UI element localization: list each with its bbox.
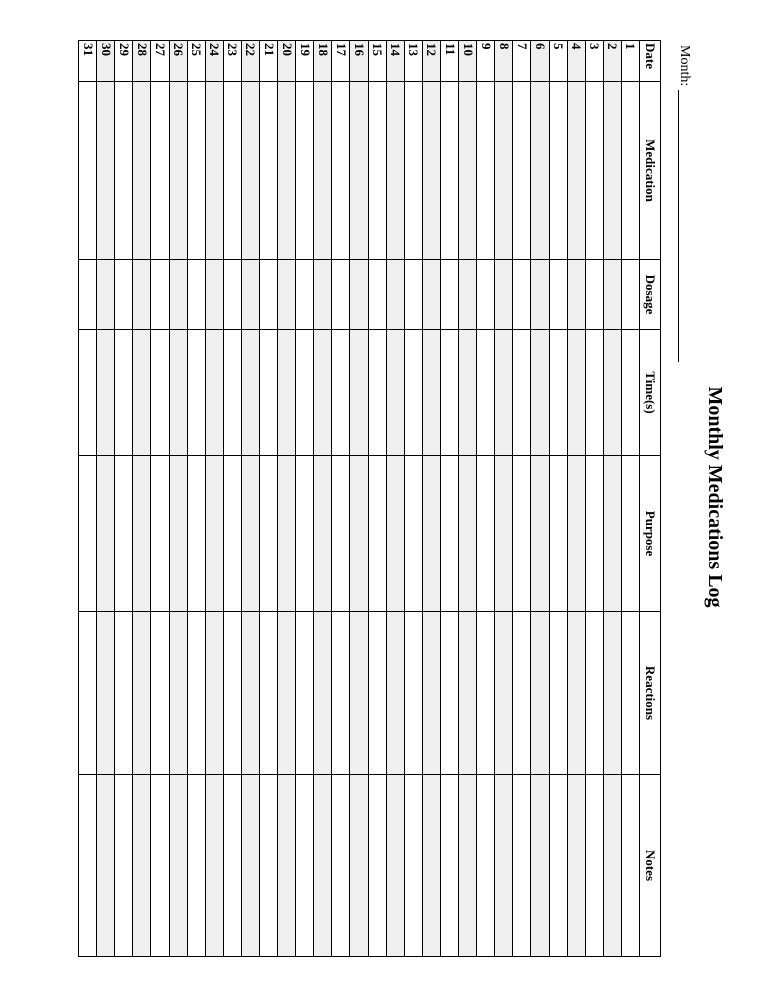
column-header-purpose: Purpose [640, 456, 661, 612]
date-cell: 4 [567, 41, 585, 82]
dosage-cell[interactable] [567, 260, 585, 330]
purpose-cell[interactable] [621, 456, 639, 612]
medication-cell[interactable] [477, 82, 495, 260]
date-cell: 28 [133, 41, 151, 82]
medication-cell[interactable] [513, 82, 531, 260]
table-row [422, 41, 440, 957]
column-header-notes: Notes [640, 775, 661, 957]
medication-cell[interactable] [459, 82, 477, 260]
table-row [477, 41, 495, 957]
notes-cell[interactable] [513, 775, 531, 957]
reactions-cell[interactable] [621, 612, 639, 775]
date-cell: 3 [585, 41, 603, 82]
dosage-cell[interactable] [549, 260, 567, 330]
purpose-cell[interactable] [79, 456, 97, 612]
reactions-cell[interactable] [151, 612, 169, 775]
purpose-cell[interactable] [151, 456, 169, 612]
table-row [459, 41, 477, 957]
dosage-cell[interactable] [79, 260, 97, 330]
notes-cell[interactable] [440, 775, 458, 957]
purpose-cell[interactable] [531, 456, 549, 612]
dosage-cell[interactable] [513, 260, 531, 330]
date-cell: 22 [241, 41, 259, 82]
times-cell[interactable] [549, 330, 567, 456]
date-cell: 8 [495, 41, 513, 82]
date-cell: 20 [278, 41, 296, 82]
medication-cell[interactable] [567, 82, 585, 260]
dosage-cell[interactable] [477, 260, 495, 330]
dosage-cell[interactable] [241, 260, 259, 330]
purpose-cell[interactable] [296, 456, 314, 612]
column-header-medication: Medication [640, 82, 661, 260]
dosage-cell[interactable] [314, 260, 332, 330]
notes-cell[interactable] [205, 775, 223, 957]
reactions-cell[interactable] [603, 612, 621, 775]
date-cell: 14 [386, 41, 404, 82]
purpose-cell[interactable] [513, 456, 531, 612]
table-row [97, 41, 115, 957]
medication-cell[interactable] [241, 82, 259, 260]
times-cell[interactable] [79, 330, 97, 456]
reactions-cell[interactable] [296, 612, 314, 775]
notes-cell[interactable] [296, 775, 314, 957]
dosage-cell[interactable] [368, 260, 386, 330]
medication-cell[interactable] [296, 82, 314, 260]
notes-cell[interactable] [314, 775, 332, 957]
medication-cell[interactable] [79, 82, 97, 260]
medication-cell[interactable] [187, 82, 205, 260]
medication-cell[interactable] [314, 82, 332, 260]
notes-cell[interactable] [97, 775, 115, 957]
medication-cell[interactable] [422, 82, 440, 260]
table-row [187, 41, 205, 957]
purpose-cell[interactable] [260, 456, 278, 612]
purpose-cell[interactable] [422, 456, 440, 612]
table-row [549, 41, 567, 957]
times-cell[interactable] [603, 330, 621, 456]
dosage-cell[interactable] [495, 260, 513, 330]
purpose-cell[interactable] [169, 456, 187, 612]
medication-cell[interactable] [223, 82, 241, 260]
column-header-times: Time(s) [640, 330, 661, 456]
medication-cell[interactable] [404, 82, 422, 260]
month-label: Month: [677, 45, 692, 87]
notes-cell[interactable] [187, 775, 205, 957]
purpose-cell[interactable] [477, 456, 495, 612]
table-row [314, 41, 332, 957]
times-cell[interactable] [260, 330, 278, 456]
times-cell[interactable] [332, 330, 350, 456]
reactions-cell[interactable] [169, 612, 187, 775]
table-row [621, 41, 639, 957]
table-row [350, 41, 368, 957]
times-cell[interactable] [495, 330, 513, 456]
table-row [79, 41, 97, 957]
notes-cell[interactable] [477, 775, 495, 957]
purpose-cell[interactable] [332, 456, 350, 612]
notes-cell[interactable] [404, 775, 422, 957]
times-cell[interactable] [585, 330, 603, 456]
reactions-cell[interactable] [368, 612, 386, 775]
times-cell[interactable] [459, 330, 477, 456]
table-row [386, 41, 404, 957]
times-cell[interactable] [404, 330, 422, 456]
date-cell: 7 [513, 41, 531, 82]
medication-cell[interactable] [278, 82, 296, 260]
table-row [567, 41, 585, 957]
dosage-cell[interactable] [205, 260, 223, 330]
times-cell[interactable] [314, 330, 332, 456]
reactions-cell[interactable] [278, 612, 296, 775]
date-cell: 1 [621, 41, 639, 82]
header-row [640, 41, 661, 957]
dosage-cell[interactable] [440, 260, 458, 330]
dosage-cell[interactable] [386, 260, 404, 330]
date-cell: 25 [187, 41, 205, 82]
times-cell[interactable] [440, 330, 458, 456]
table-row [531, 41, 549, 957]
date-cell: 12 [422, 41, 440, 82]
date-cell: 16 [350, 41, 368, 82]
table-row [603, 41, 621, 957]
times-cell[interactable] [97, 330, 115, 456]
date-cell: 17 [332, 41, 350, 82]
times-cell[interactable] [477, 330, 495, 456]
dosage-cell[interactable] [603, 260, 621, 330]
notes-cell[interactable] [621, 775, 639, 957]
purpose-cell[interactable] [567, 456, 585, 612]
date-cell: 26 [169, 41, 187, 82]
medication-cell[interactable] [440, 82, 458, 260]
column-header-reactions: Reactions [640, 612, 661, 775]
notes-cell[interactable] [260, 775, 278, 957]
medication-cell[interactable] [531, 82, 549, 260]
table-row [241, 41, 259, 957]
reactions-cell[interactable] [79, 612, 97, 775]
dosage-cell[interactable] [151, 260, 169, 330]
table-row [404, 41, 422, 957]
reactions-cell[interactable] [477, 612, 495, 775]
notes-cell[interactable] [531, 775, 549, 957]
times-cell[interactable] [187, 330, 205, 456]
times-cell[interactable] [368, 330, 386, 456]
purpose-cell[interactable] [314, 456, 332, 612]
dosage-cell[interactable] [223, 260, 241, 330]
reactions-cell[interactable] [332, 612, 350, 775]
date-cell: 27 [151, 41, 169, 82]
purpose-cell[interactable] [495, 456, 513, 612]
reactions-cell[interactable] [549, 612, 567, 775]
table-row [223, 41, 241, 957]
notes-cell[interactable] [567, 775, 585, 957]
purpose-cell[interactable] [585, 456, 603, 612]
medication-cell[interactable] [133, 82, 151, 260]
reactions-cell[interactable] [260, 612, 278, 775]
table-row [585, 41, 603, 957]
table-row [151, 41, 169, 957]
medication-cell[interactable] [603, 82, 621, 260]
times-cell[interactable] [386, 330, 404, 456]
reactions-cell[interactable] [404, 612, 422, 775]
medication-cell[interactable] [549, 82, 567, 260]
table-row [368, 41, 386, 957]
reactions-cell[interactable] [386, 612, 404, 775]
table-row [332, 41, 350, 957]
notes-cell[interactable] [495, 775, 513, 957]
date-cell: 2 [603, 41, 621, 82]
times-cell[interactable] [133, 330, 151, 456]
dosage-cell[interactable] [97, 260, 115, 330]
table-row [133, 41, 151, 957]
reactions-cell[interactable] [187, 612, 205, 775]
notes-cell[interactable] [151, 775, 169, 957]
page-title: Monthly Medications Log [704, 386, 726, 608]
notes-cell[interactable] [115, 775, 133, 957]
notes-cell[interactable] [79, 775, 97, 957]
dosage-cell[interactable] [459, 260, 477, 330]
dosage-cell[interactable] [115, 260, 133, 330]
notes-cell[interactable] [603, 775, 621, 957]
notes-cell[interactable] [332, 775, 350, 957]
reactions-cell[interactable] [314, 612, 332, 775]
notes-cell[interactable] [223, 775, 241, 957]
reactions-cell[interactable] [115, 612, 133, 775]
date-cell: 31 [79, 41, 97, 82]
date-cell: 24 [205, 41, 223, 82]
purpose-cell[interactable] [350, 456, 368, 612]
times-cell[interactable] [223, 330, 241, 456]
times-cell[interactable] [296, 330, 314, 456]
notes-cell[interactable] [278, 775, 296, 957]
date-cell: 29 [115, 41, 133, 82]
times-cell[interactable] [151, 330, 169, 456]
dosage-cell[interactable] [531, 260, 549, 330]
table-row [513, 41, 531, 957]
column-header-date: Date [640, 41, 661, 82]
month-blank-line[interactable] [678, 90, 680, 362]
purpose-cell[interactable] [278, 456, 296, 612]
date-cell: 15 [368, 41, 386, 82]
date-cell: 11 [440, 41, 458, 82]
date-cell: 5 [549, 41, 567, 82]
times-cell[interactable] [169, 330, 187, 456]
purpose-cell[interactable] [549, 456, 567, 612]
times-cell[interactable] [621, 330, 639, 456]
dosage-cell[interactable] [133, 260, 151, 330]
medication-cell[interactable] [495, 82, 513, 260]
dosage-cell[interactable] [621, 260, 639, 330]
purpose-cell[interactable] [386, 456, 404, 612]
dosage-cell[interactable] [278, 260, 296, 330]
notes-cell[interactable] [133, 775, 151, 957]
medication-cell[interactable] [169, 82, 187, 260]
date-cell: 9 [477, 41, 495, 82]
medication-log-table [78, 40, 661, 957]
medication-cell[interactable] [97, 82, 115, 260]
purpose-cell[interactable] [368, 456, 386, 612]
table-row [115, 41, 133, 957]
notes-cell[interactable] [422, 775, 440, 957]
table-row [278, 41, 296, 957]
times-cell[interactable] [422, 330, 440, 456]
reactions-cell[interactable] [241, 612, 259, 775]
reactions-cell[interactable] [459, 612, 477, 775]
reactions-cell[interactable] [350, 612, 368, 775]
table-row [260, 41, 278, 957]
purpose-cell[interactable] [187, 456, 205, 612]
date-cell: 10 [459, 41, 477, 82]
notes-cell[interactable] [241, 775, 259, 957]
notes-cell[interactable] [386, 775, 404, 957]
month-field [676, 45, 692, 362]
table-row [205, 41, 223, 957]
purpose-cell[interactable] [459, 456, 477, 612]
reactions-cell[interactable] [585, 612, 603, 775]
date-cell: 30 [97, 41, 115, 82]
purpose-cell[interactable] [440, 456, 458, 612]
purpose-cell[interactable] [97, 456, 115, 612]
medication-cell[interactable] [621, 82, 639, 260]
reactions-cell[interactable] [531, 612, 549, 775]
notes-cell[interactable] [368, 775, 386, 957]
times-cell[interactable] [115, 330, 133, 456]
reactions-cell[interactable] [422, 612, 440, 775]
notes-cell[interactable] [350, 775, 368, 957]
times-cell[interactable] [205, 330, 223, 456]
medication-cell[interactable] [115, 82, 133, 260]
medication-cell[interactable] [585, 82, 603, 260]
purpose-cell[interactable] [223, 456, 241, 612]
dosage-cell[interactable] [260, 260, 278, 330]
reactions-cell[interactable] [205, 612, 223, 775]
medication-cell[interactable] [386, 82, 404, 260]
dosage-cell[interactable] [585, 260, 603, 330]
reactions-cell[interactable] [567, 612, 585, 775]
reactions-cell[interactable] [495, 612, 513, 775]
times-cell[interactable] [531, 330, 549, 456]
reactions-cell[interactable] [223, 612, 241, 775]
dosage-cell[interactable] [296, 260, 314, 330]
notes-cell[interactable] [549, 775, 567, 957]
date-cell: 19 [296, 41, 314, 82]
times-cell[interactable] [241, 330, 259, 456]
notes-cell[interactable] [459, 775, 477, 957]
purpose-cell[interactable] [115, 456, 133, 612]
purpose-cell[interactable] [205, 456, 223, 612]
purpose-cell[interactable] [241, 456, 259, 612]
times-cell[interactable] [278, 330, 296, 456]
reactions-cell[interactable] [133, 612, 151, 775]
date-cell: 23 [223, 41, 241, 82]
purpose-cell[interactable] [404, 456, 422, 612]
table-row [296, 41, 314, 957]
medication-cell[interactable] [350, 82, 368, 260]
reactions-cell[interactable] [440, 612, 458, 775]
medication-cell[interactable] [368, 82, 386, 260]
medication-cell[interactable] [151, 82, 169, 260]
reactions-cell[interactable] [97, 612, 115, 775]
times-cell[interactable] [350, 330, 368, 456]
table-row [495, 41, 513, 957]
notes-cell[interactable] [169, 775, 187, 957]
notes-cell[interactable] [585, 775, 603, 957]
dosage-cell[interactable] [169, 260, 187, 330]
dosage-cell[interactable] [422, 260, 440, 330]
dosage-cell[interactable] [404, 260, 422, 330]
date-cell: 21 [260, 41, 278, 82]
date-cell: 6 [531, 41, 549, 82]
times-cell[interactable] [513, 330, 531, 456]
medication-cell[interactable] [205, 82, 223, 260]
medication-cell[interactable] [260, 82, 278, 260]
dosage-cell[interactable] [187, 260, 205, 330]
date-cell: 18 [314, 41, 332, 82]
table-row [169, 41, 187, 957]
medication-cell[interactable] [332, 82, 350, 260]
purpose-cell[interactable] [603, 456, 621, 612]
table-row [440, 41, 458, 957]
date-cell: 13 [404, 41, 422, 82]
dosage-cell[interactable] [350, 260, 368, 330]
times-cell[interactable] [567, 330, 585, 456]
column-header-dosage: Dosage [640, 260, 661, 330]
purpose-cell[interactable] [133, 456, 151, 612]
dosage-cell[interactable] [332, 260, 350, 330]
reactions-cell[interactable] [513, 612, 531, 775]
